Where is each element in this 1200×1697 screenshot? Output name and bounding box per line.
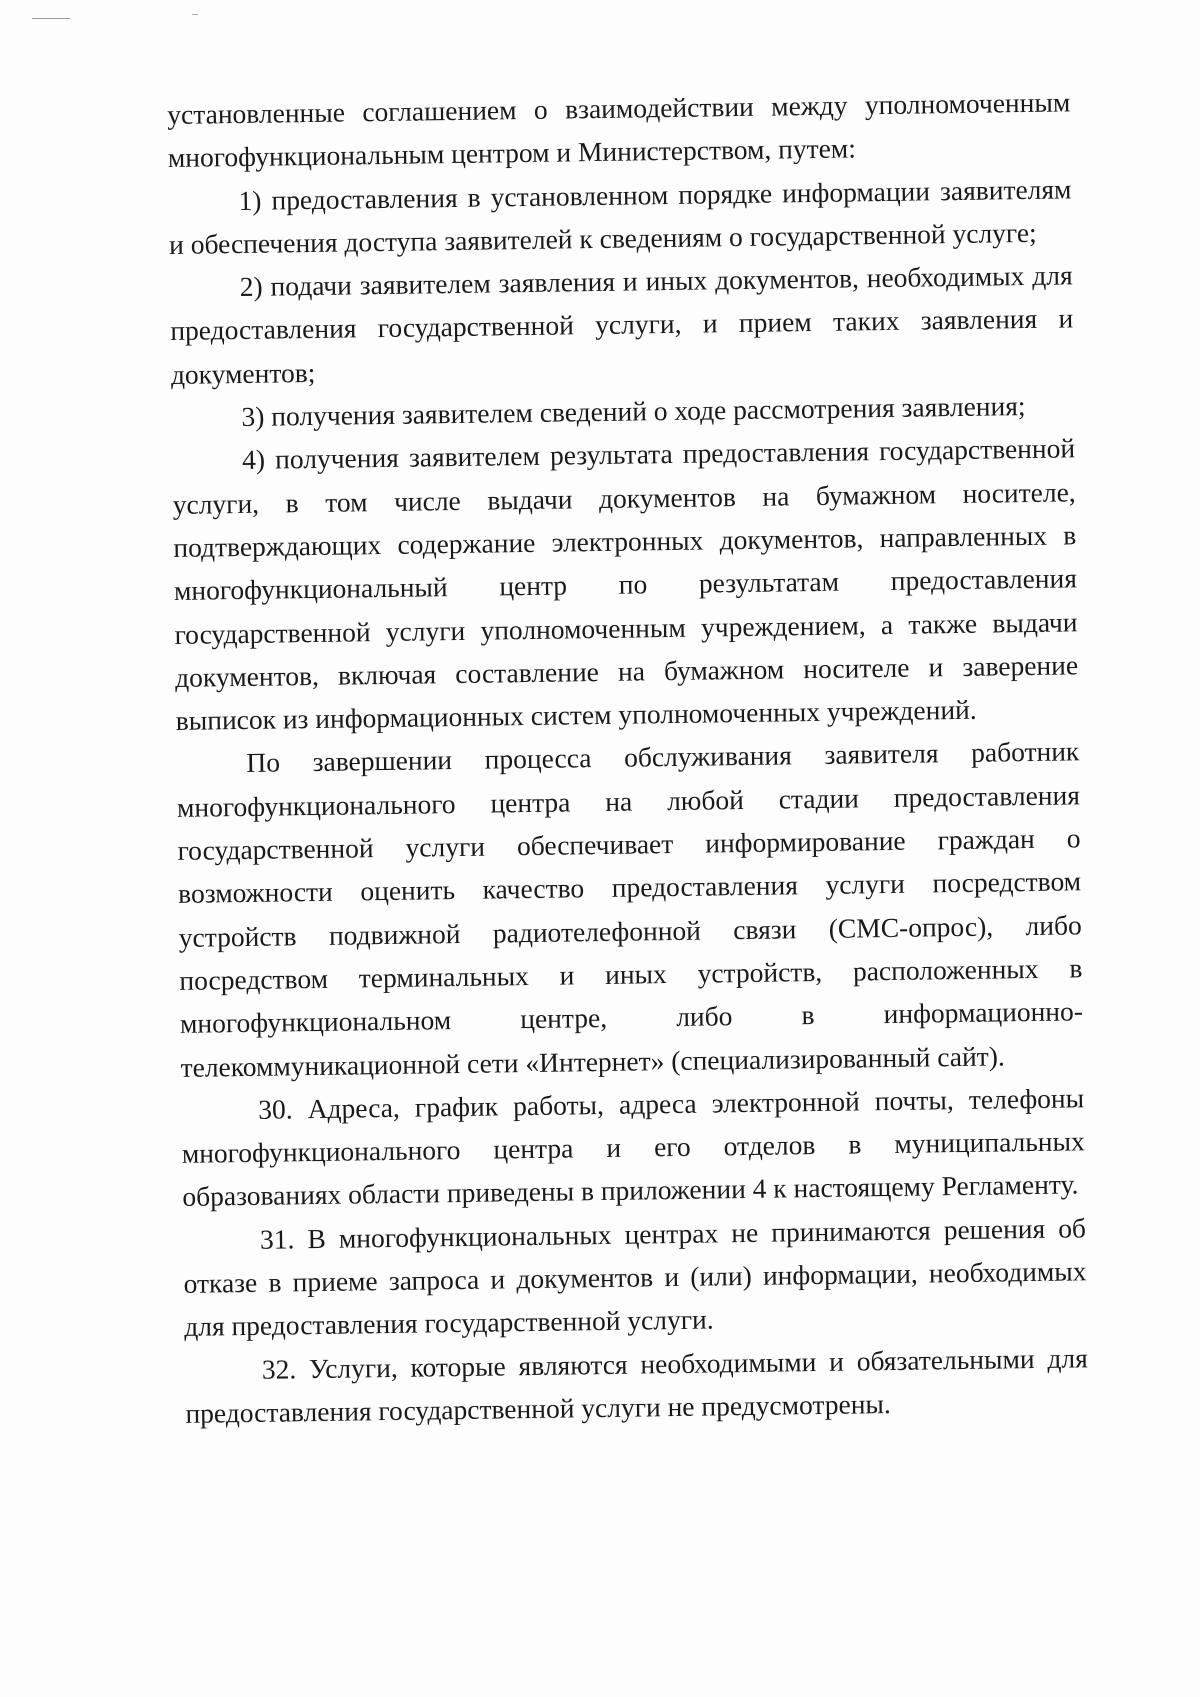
- list-item-2: 2) подачи заявителем заявления и иных документов, необходимых для предоставления государственной услуги, и прием таких заявления и документов;: [170, 259, 1074, 390]
- clause-31: 31. В многофункциональных центрах не принимаются решения об отказе в приеме запроса и документов и (или) информации, необходимых для предоставления государственной услуги.: [183, 1212, 1087, 1343]
- list-item-1: 1) предоставления в установленном порядке информации заявителям и обеспечения доступа заявителей к сведениям о государственной услуге;: [168, 172, 1072, 260]
- scan-artifact: [32, 18, 70, 19]
- paragraph-intro: установленные соглашением о взаимодействии между уполномоченным многофункциональным центром и Министерством, путем:: [167, 86, 1071, 174]
- clause-30: 30. Адреса, график работы, адреса электронной почты, телефоны многофункционального центра и его отделов в муниципальных образованиях области приведены в приложении 4 к настоящему Регламенту.: [181, 1082, 1085, 1213]
- document-body: [167, 80, 1089, 1435]
- list-item-4: 4) получения заявителем результата предоставления государственной услуги, в том числе выдачи документов на бумажном носителе, подтверждающих содержание электронных документов, направленных в многофункциональный центр по результатам предоставления государственной услуги уполномоченным учреждением, а также выдачи документов, включая составление на бумажном носителе и заверение выписок из информационных систем уполномоченных учреждений.: [172, 432, 1079, 737]
- paragraph-service-quality: По завершении процесса обслуживания заявителя работник многофункционального центра на любой стадии предоставления государственной услуги обеспечивает информирование граждан о возможности оценить качество предоставления услуги посредством устройств подвижной радиотелефонной связи (СМС-опрос), либо посредством терминальных и иных устройств, расположенных в многофункциональном центре, либо в информационно-телекоммуникационной сети «Интернет» (специализированный сайт).: [176, 735, 1084, 1083]
- clause-32: 32. Услуги, которые являются необходимыми и обязательными для предоставления государственной услуги не предусмотрены.: [185, 1341, 1088, 1429]
- list-item-3: 3) получения заявителем сведений о ходе рассмотрения заявления;: [241, 390, 1026, 433]
- scan-artifact: [192, 14, 198, 15]
